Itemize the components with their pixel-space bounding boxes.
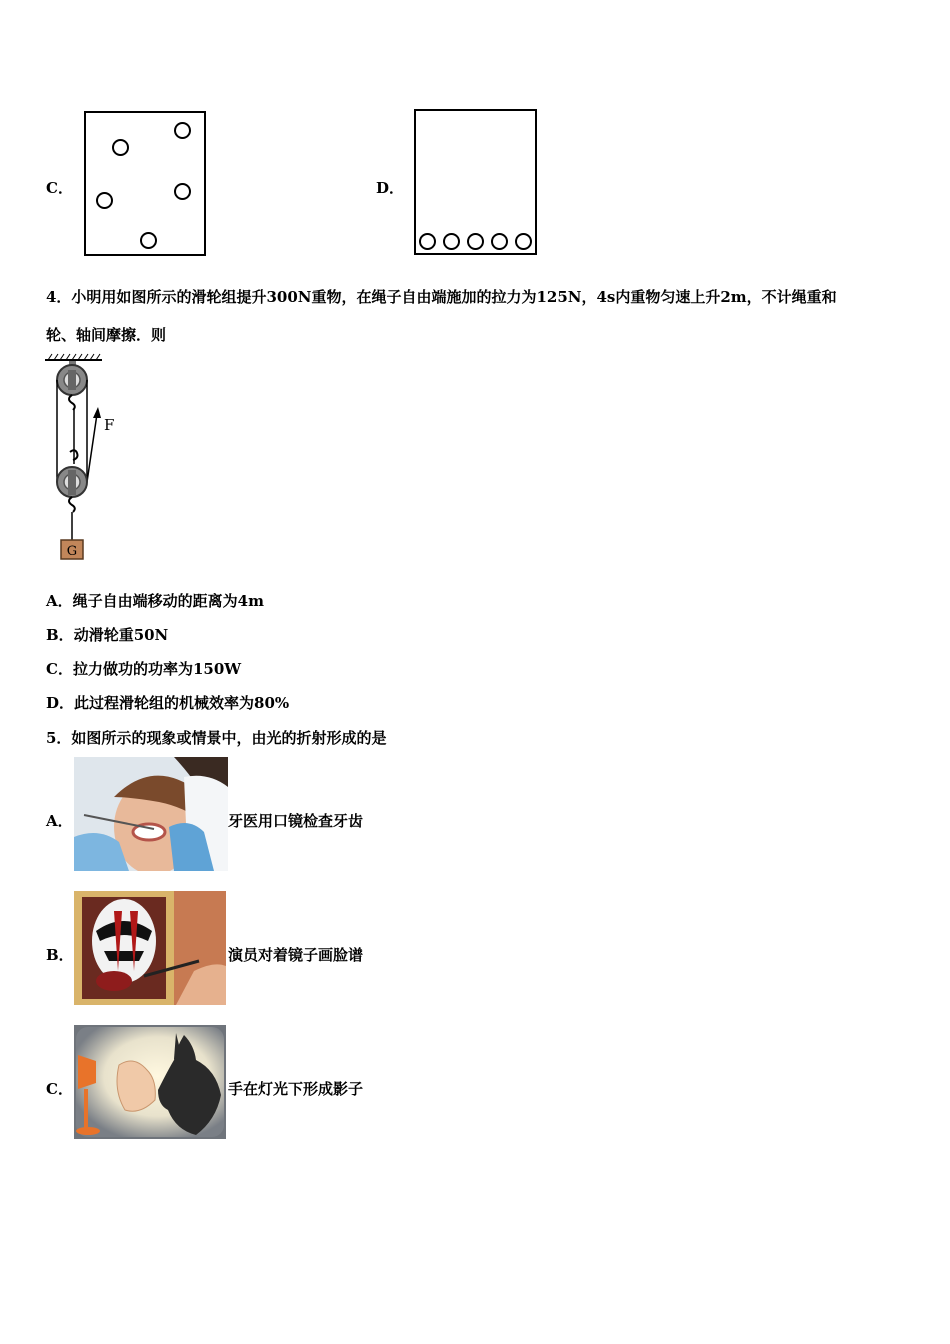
option-text: 此过程滑轮组的机械效率为80%: [74, 694, 290, 712]
option-d-label: D．: [376, 179, 405, 197]
option-text: 绳子自由端移动的距离为4m: [72, 592, 264, 610]
q5-option-c-text: 手在灯光下形成影子: [228, 1080, 364, 1098]
particle-circle: [467, 233, 484, 250]
force-label: F: [104, 416, 115, 434]
opera-mask-photo: [74, 891, 226, 1005]
q4-stem-line2: 轮、轴间摩擦．则: [46, 326, 167, 344]
particle-circle: [140, 232, 157, 249]
q4-option-d: [46, 692, 289, 713]
option-label: C．: [46, 660, 73, 678]
q4-option-c: [46, 658, 241, 679]
q5-option-b-text: 演员对着镜子画脸谱: [228, 946, 364, 964]
q4-option-a: [46, 590, 264, 611]
particle-circle: [419, 233, 436, 250]
q4-stem-line1: 4．小明用如图所示的滑轮组提升300N重物，在绳子自由端施加的拉力为125N，4s内重物匀速上升2m，不计绳重和: [46, 288, 837, 306]
particle-circle: [515, 233, 532, 250]
option-label: D．: [46, 694, 75, 712]
q5-option-b-label: B．: [46, 946, 74, 964]
option-label: B．: [46, 626, 74, 644]
dentist-mirror-photo: [74, 757, 228, 871]
particle-circle: [443, 233, 460, 250]
q4-option-b: [46, 624, 168, 645]
weight-label: G: [66, 544, 78, 559]
particle-circle: [112, 139, 129, 156]
option-c-figure-box: [84, 111, 206, 256]
hand-shadow-photo: [74, 1025, 226, 1139]
q5-stem: 5．如图所示的现象或情景中，由光的折射形成的是: [46, 729, 387, 747]
option-d-figure-box: [414, 109, 537, 255]
particle-circle: [96, 192, 113, 209]
q5-option-a-text: 牙医用口镜检查牙齿: [228, 812, 364, 830]
q5-option-c-label: C．: [46, 1080, 73, 1098]
option-c-label: C．: [46, 179, 73, 197]
option-text: 动滑轮重50N: [73, 626, 169, 644]
particle-circle: [491, 233, 508, 250]
q5-option-a-label: A．: [46, 812, 73, 830]
option-label: A．: [46, 592, 73, 610]
option-text: 拉力做功的功率为150W: [72, 660, 242, 678]
particle-circle: [174, 122, 191, 139]
pulley-system-figure: [40, 352, 130, 564]
particle-circle: [174, 183, 191, 200]
